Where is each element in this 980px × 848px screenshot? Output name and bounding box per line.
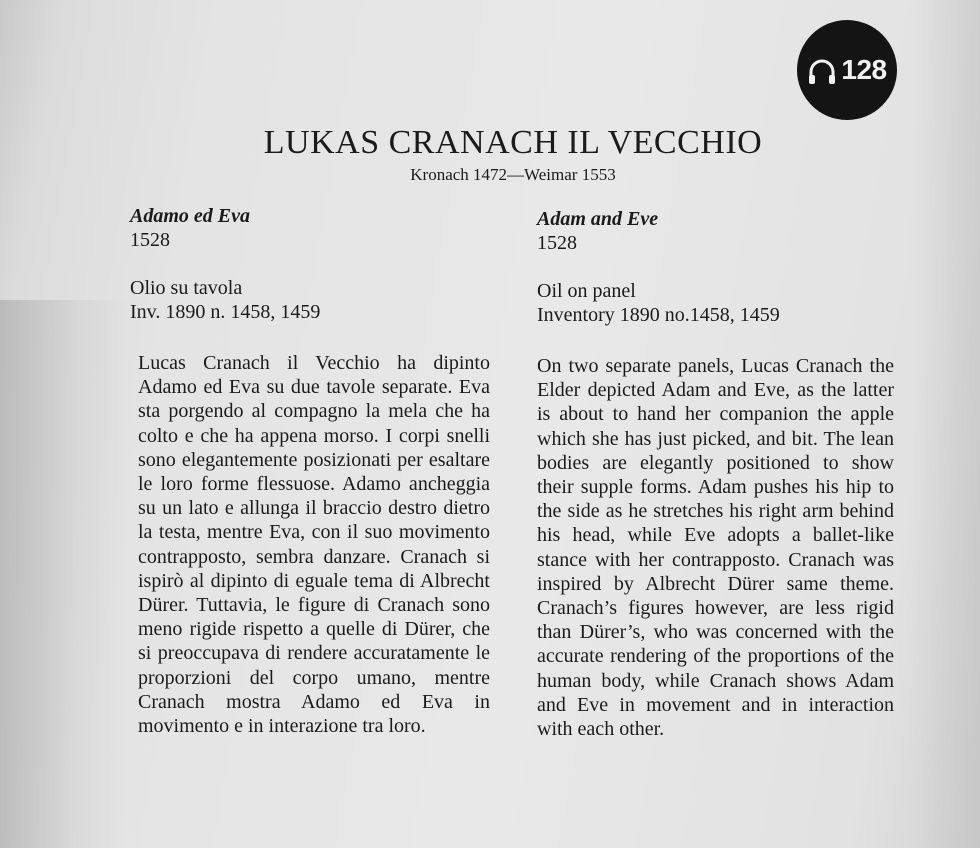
artwork-year-en: 1528 (537, 232, 577, 254)
artist-life-dates: Kronach 1472—Weimar 1553 (410, 165, 616, 184)
italian-column (130, 204, 490, 738)
description-en: On two separate panels, Lucas Cranach the Elder depicted Adam and Eve, as the latter is about to hand her companion the apple which she has just picked, and bit. The lean bodies are elegantly positioned to show their supple forms. Adam pushes his hip to the side as he stretches his right arm behind his head, while Eve adopts a ballet-like stance with her contrapposto. Cranach was inspired by Albrecht Dürer same theme. Cranach’s figures however, are less rigid than Dürer’s, who was concerned with the accurate rendering of the proportions of the human body, while Cranach shows Adam and Eve in movement and in interaction with each other. (537, 355, 894, 741)
artwork-title-it: Adamo ed Eva (130, 205, 250, 227)
artwork-medium-it: Olio su tavola (130, 277, 243, 299)
artwork-medium-en: Oil on panel (537, 280, 636, 302)
artwork-title-en: Adam and Eve (537, 208, 659, 230)
english-column (537, 207, 894, 741)
artwork-year-it: 1528 (130, 229, 170, 251)
headphones-icon (807, 58, 837, 86)
audio-guide-number: 128 (841, 54, 887, 85)
artwork-inventory-en: Inventory 1890 no.1458, 1459 (537, 304, 780, 326)
audio-guide-badge (797, 20, 897, 120)
artist-name: LUKAS CRANACH IL VECCHIO (263, 124, 763, 161)
artwork-inventory-it: Inv. 1890 n. 1458, 1459 (130, 301, 321, 323)
description-it: Lucas Cranach il Vecchio ha dipinto Adamo ed Eva su due tavole separate. Eva sta porgendo al compagno la mela che ha colto e che ha appena morso. I corpi snelli sono elegantemente posizionati per esaltare le loro forme flessuose. Adamo ancheggia su un lato e allunga il braccio destro dietro la testa, mentre Eva, con il suo movimento contrapposto, sembra danzare. Cranach si ispirò al dipinto di eguale tema di Albrecht Dürer. Tuttavia, le figure di Cranach sono meno rigide rispetto a quelle di Dürer, che si preoccupava di rendere accuratamente le proporzioni del corpo umano, mentre Cranach mostra Adamo ed Eva in movimento e in interazione tra loro. (138, 352, 490, 738)
wall-shadow-left (0, 300, 130, 848)
